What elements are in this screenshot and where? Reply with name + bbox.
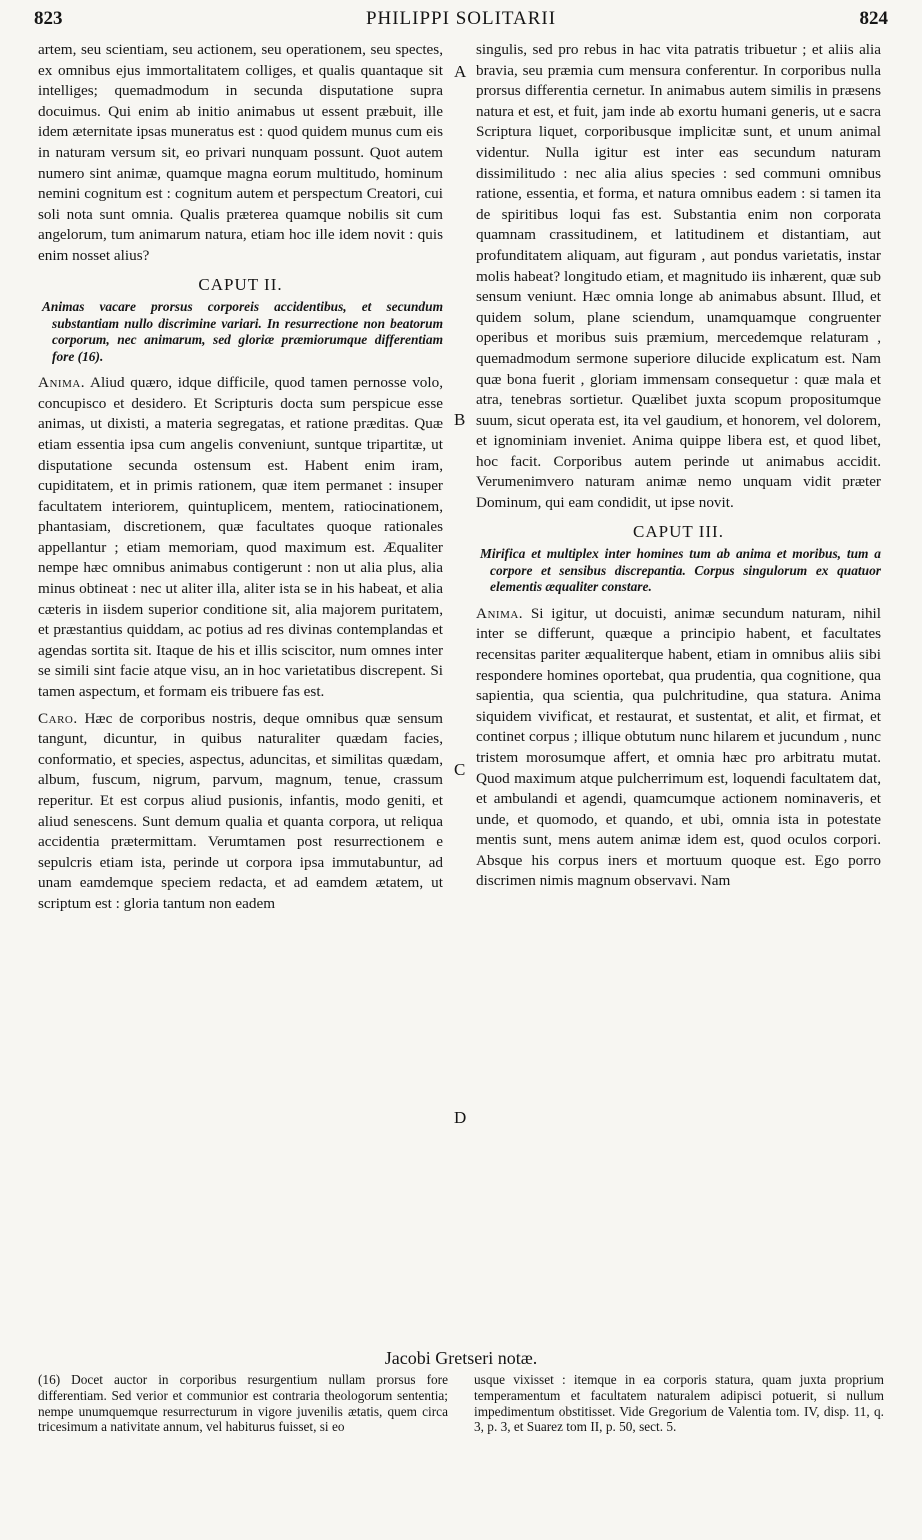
- left-paragraph-3: [38, 709, 443, 915]
- paragraph-text: Si igitur, ut docuisti, animæ secundum naturam, nihil inter se differunt, quæque a principio habent, et facultates recensitas pariter æqualiterque habent, etiam in omnibus aliis sibi respondere homines oportebat, qua prudentia, qua cognitione, qua sapientia, qua scientia, qua pulchritudine, qua statura. Anima siquidem vivificat, et restaurat, et sustentat, et alit, et firmat, et continet corpus ; illique obtutum nunc hilarem et jucundum , nunc tristem morosumque affert, et omnia hæc pro arbitratu mutat. Quod maximum atque pulcherrimum est, loquendi facultatem dat, et ambulandi et agendi, quamcumque actionem nominaveris, et unde, et quomodo, et quando, et ubi, omnia ista in potestate mentis sunt, mens autem animæ idem est, quod oculos corpori. Absque his corpus iners et mortuum quoque est. Ego porro discrimen nimis magnum observavi. Nam: [476, 604, 881, 890]
- caput-ii-title: CAPUT II.: [198, 274, 283, 294]
- left-column: [38, 40, 443, 921]
- caput-iii-summary: Mirifica et multiplex inter homines tum ab anima et moribus, tum a corpore et sensibus discrepantia. Corpus singulorum ex quatuor elementis æqualiter constare.: [480, 546, 881, 595]
- column-marker-d: D: [454, 1108, 467, 1127]
- column-marker-a: A: [454, 62, 467, 81]
- column-marker-b: B: [454, 410, 466, 429]
- speaker-label: Anima.: [38, 374, 86, 392]
- speaker-label: Caro.: [38, 709, 78, 727]
- caput-ii-summary: Animas vacare prorsus corporeis accidentibus, et secundum substantiam nullo discrimine variari. In resurrectione non beatorum corporum, nec animarum, sed gloriæ præmiorumque differentiam fore (16).: [42, 299, 443, 364]
- right-paragraph-2: [476, 604, 881, 892]
- paragraph-text: Hæc de corporibus nostris, deque omnibus quæ sensum tangunt, dicuntur, in quibus naturaliter quædam facies, conformatio, et species, aspectus, aduncitas, et similitas quædam, album, fuscum, nigrum, parvum, magnum, tenue, crassum reperitur. Et est corpus aliud pusionis, infantis, modo geniti, et aliud senescens. Sunt demum qualia et quanta corpora, ut reliqua accidentia prætermittam. Verumtamen post resurrectionem e sepulcris etiam ista, perinde ut corpora ipsa immutabuntur, ad unam eamdemque speciem redacta, et ad eamdem ætatem, ut scriptum est : gloria tantum non eadem: [38, 709, 443, 912]
- right-paragraph-1: singulis, sed pro rebus in hac vita patratis tribuetur ; et aliis alia bravia, seu præmia cum mensura conferentur. In corporibus nulla prorsus differentia cernetur. In animabus autem similis in præsens natura et est, et fuit, jam inde ab exortu humani generis, ut e sacra Scriptura liquet, corporibusque implicitæ sunt, et unum animal videntur. Nulla igitur est inter eas secundum naturam dissimilitudo : nec alia alius species : sed communi omnibus ratione, essentia, et forma, et natura omnibus eadem : si tamen ita de spiritibus loqui fas est. Substantia enim non corporata quamnam crassitudinem, et latitudinem et distantiam, aut profunditatem aliquam, aut figuram , aut pondus varietatis, instar molis habeat? longitudo etiam, et magnitudo iis inhærent, quæ sub sensum veniunt. Hæc omnia longe ab animabus absunt. Illud, et quidem solum, plane sciendum, unamquamque congruenter operibus et moribus suis præmium, mercedemque relaturam , quemadmodum sermone superiore dilucide explicatum est. Nam quæ bona fuerit , gloriam immensam consequetur : quæ mala et atra, tenebras sortietur. Quælibet juxta scopum propositumque suum, sicut operata est, ita vel gaudium, et honorem, vel dolorem, et ignominiam inveniet. Anima quippe libera est, et quod libet, hoc facit. Corporibus autem perinde ut animabus accidit. Verumenimvero naturam animæ nemo unquam vidit præter Dominum, qui eam condidit, ut ipse novit.: [476, 41, 881, 512]
- footnote-left: (16) Docet auctor in corporibus resurgentium nullam prorsus fore differentiam. Sed verior et communior est contraria theologorum sententia; nempe unumquemque resurrecturum in vigore juvenilis ætatis, quem circa tricesimum a nativitate annum, vel habiturus fuisset, si eo: [38, 1372, 448, 1435]
- left-paragraph-1: artem, seu scientiam, seu actionem, seu operationem, seu spectes, ex omnibus ejus immortalitatem colliges, et qualis quantaque sit intelliges; quemadmodum in secunda disputatione supra docuimus. Qui enim ab initio animabus ut essent præbuit, ille idem æternitate ipsas muneratus est : quod quidem munus cum eis in naturam versum sit, eo privari nunquam possunt. Quot autem numero sint animæ, quamque magna eorum multitudo, hominum nemini cognitum est : cognitum autem et perspectum Creatori, cui soli nota sunt omnia. Qualis præterea quamque nobilis sit cum angelorum, tum animarum natura, etiam hoc ille idem novit : quis enim nosset alius?: [38, 41, 443, 264]
- paragraph-text: Aliud quæro, idque difficile, quod tamen pernosse volo, concupisco et desidero. Et Scripturis docta sum perspicue esse animas, ut dixisti, a materia segregatas, et ratione præditas. Quæ etiam essentia ipsa cum angelis conveniunt, suntque tripartitæ, ut disputatione secunda ostensum est. Habent enim iram, cupiditatem, et in primis rationem, quæ item permanet : insuper facultatem interiorem, quintuplicem, mentem, ratiocinationem, phantasiam, discretionem, quæ facultates quoque rationales appellantur ; etiam memoriam, quod maximum est. Æqualiter nempe hæc omnibus animabus contigerunt : non ut alia plus, alia minus obtineat : nec ut aliter illa, aliter ista se in his habeat, et alia cæteris in iisdem superior conditione sit, alia majorem puritatem, et præstantius quiddam, ac potius ad res divinas contemplandas et agendas sortita sit. Itaque de his et illis sciscitor, num omnes inter se simili sint facie atque visu, an in hoc varietatibus discrepent. Si tamen aspectum, et formam eis tribuere fas est.: [38, 374, 443, 701]
- caput-iii-title: CAPUT III.: [633, 521, 724, 541]
- footnote-right: usque vixisset : itemque in ea corporis statura, quam juxta proprium temperamentum et facultatem naturalem adipisci potuerit, si nullum impedimentum obstitisset. Vide Gregorium de Valentia tom. IV, disp. 11, q. 3, p. 3, et Suarez tom II, p. 50, sect. 5.: [474, 1372, 884, 1435]
- notes-title: Jacobi Gretseri notæ.: [384, 1348, 538, 1368]
- right-column: [476, 40, 881, 898]
- page-number-right: 824: [859, 8, 888, 29]
- running-head: PHILIPPI SOLITARII: [365, 8, 557, 29]
- page-number-left: 823: [34, 8, 63, 29]
- column-marker-c: C: [454, 760, 466, 779]
- left-paragraph-2: [38, 373, 443, 703]
- speaker-label: Anima.: [476, 604, 524, 622]
- page-header: [34, 6, 888, 38]
